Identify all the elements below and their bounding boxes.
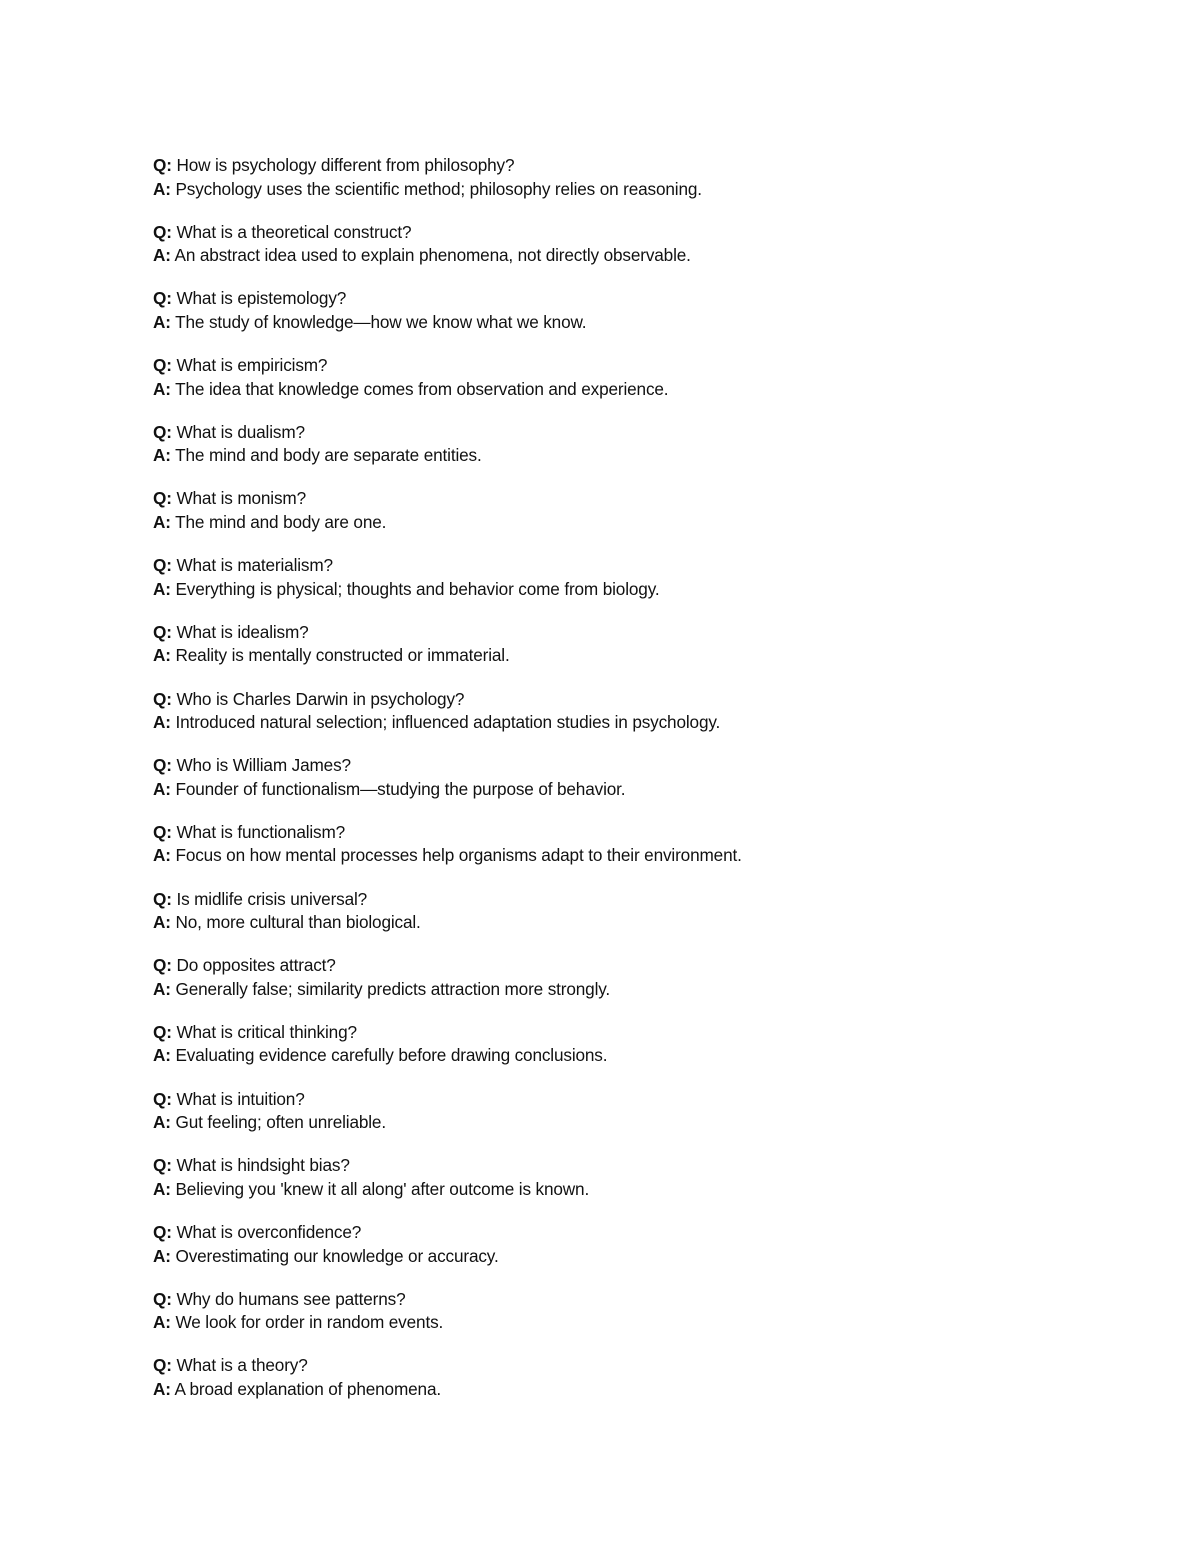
answer-label: A: — [153, 1045, 171, 1066]
question-line — [153, 1354, 1053, 1378]
qa-item — [153, 421, 1053, 488]
question-line — [153, 1221, 1053, 1245]
question-line — [153, 487, 1053, 511]
question-label: Q: — [153, 355, 172, 376]
question-text: What is materialism? — [176, 555, 333, 576]
question-label: Q: — [153, 821, 172, 842]
answer-text: Founder of functionalism—studying the purpose of behavior. — [175, 778, 626, 799]
question-line — [153, 821, 1053, 845]
question-line — [153, 954, 1053, 978]
question-text: How is psychology different from philosophy? — [176, 155, 515, 175]
answer-line — [153, 1378, 1053, 1402]
question-text: What is critical thinking? — [176, 1021, 357, 1042]
answer-line — [153, 711, 1053, 735]
qa-item — [153, 1288, 1053, 1355]
answer-text: Introduced natural selection; influenced adaptation studies in psychology. — [175, 712, 721, 732]
question-label: Q: — [153, 555, 172, 576]
answer-text: Focus on how mental processes help organisms adapt to their environment. — [175, 845, 742, 866]
question-text: What is functionalism? — [176, 821, 346, 842]
answer-label: A: — [153, 445, 171, 466]
answer-label: A: — [153, 645, 171, 666]
answer-label: A: — [153, 178, 171, 199]
question-line — [153, 688, 1053, 712]
question-label: Q: — [153, 888, 172, 909]
question-text: Who is William James? — [176, 755, 351, 776]
answer-line — [153, 1178, 1053, 1202]
answer-label: A: — [153, 1378, 171, 1399]
answer-line — [153, 978, 1053, 1002]
question-label: Q: — [153, 688, 172, 709]
question-label: Q: — [153, 488, 172, 509]
qa-item — [153, 888, 1053, 955]
question-line — [153, 621, 1053, 645]
question-line — [153, 354, 1053, 378]
question-line — [153, 888, 1053, 912]
qa-item — [153, 1021, 1053, 1088]
question-label: Q: — [153, 1021, 172, 1042]
answer-line — [153, 178, 1053, 202]
answer-label: A: — [153, 978, 171, 999]
question-text: Is midlife crisis universal? — [176, 888, 368, 909]
qa-item — [153, 1154, 1053, 1221]
answer-line — [153, 311, 1053, 335]
question-line — [153, 421, 1053, 445]
answer-line — [153, 378, 1053, 402]
answer-line — [153, 844, 1053, 868]
question-text: Why do humans see patterns? — [176, 1288, 406, 1309]
question-text: Do opposites attract? — [176, 955, 336, 976]
answer-line — [153, 1111, 1053, 1135]
question-line — [153, 754, 1053, 778]
question-text: What is a theory? — [176, 1355, 308, 1376]
question-label: Q: — [153, 155, 172, 175]
answer-label: A: — [153, 845, 171, 866]
answer-label: A: — [153, 778, 171, 799]
answer-label: A: — [153, 1178, 171, 1199]
question-label: Q: — [153, 221, 172, 242]
answer-label: A: — [153, 712, 171, 732]
answer-label: A: — [153, 245, 171, 266]
answer-line — [153, 1044, 1053, 1068]
answer-text: A broad explanation of phenomena. — [174, 1378, 441, 1399]
answer-label: A: — [153, 1312, 171, 1333]
answer-label: A: — [153, 311, 171, 332]
question-label: Q: — [153, 288, 172, 309]
question-line — [153, 287, 1053, 311]
answer-text: Generally false; similarity predicts attraction more strongly. — [175, 978, 611, 999]
answer-label: A: — [153, 1112, 171, 1133]
question-label: Q: — [153, 755, 172, 776]
qa-item — [153, 1221, 1053, 1288]
answer-line — [153, 778, 1053, 802]
answer-text: An abstract idea used to explain phenomena, not directly observable. — [174, 245, 691, 266]
answer-text: The mind and body are one. — [175, 511, 387, 532]
question-label: Q: — [153, 621, 172, 642]
question-text: What is overconfidence? — [176, 1222, 362, 1242]
question-label: Q: — [153, 421, 172, 442]
qa-item — [153, 554, 1053, 621]
answer-label: A: — [153, 578, 171, 599]
answer-text: We look for order in random events. — [175, 1312, 444, 1333]
answer-line — [153, 444, 1053, 468]
question-text: Who is Charles Darwin in psychology? — [176, 688, 465, 709]
question-line — [153, 1288, 1053, 1312]
qa-item — [153, 688, 1053, 755]
answer-text: No, more cultural than biological. — [175, 912, 421, 933]
qa-item — [153, 954, 1053, 1021]
question-text: What is intuition? — [176, 1088, 305, 1109]
question-label: Q: — [153, 1355, 172, 1376]
question-line — [153, 1154, 1053, 1178]
question-text: What is a theoretical construct? — [176, 221, 412, 242]
answer-text: Overestimating our knowledge or accuracy. — [175, 1245, 499, 1266]
answer-label: A: — [153, 511, 171, 532]
answer-line — [153, 1311, 1053, 1335]
question-text: What is idealism? — [176, 621, 309, 642]
qa-item — [153, 1088, 1053, 1155]
question-text: What is monism? — [176, 488, 306, 509]
question-label: Q: — [153, 1288, 172, 1309]
answer-line — [153, 1245, 1053, 1269]
question-label: Q: — [153, 1088, 172, 1109]
qa-item — [153, 221, 1053, 288]
question-text: What is hindsight bias? — [176, 1155, 350, 1176]
qa-item — [153, 287, 1053, 354]
question-label: Q: — [153, 1222, 172, 1242]
answer-label: A: — [153, 912, 171, 933]
answer-text: The study of knowledge—how we know what we know. — [175, 311, 587, 332]
answer-text: Gut feeling; often unreliable. — [175, 1112, 386, 1133]
question-text: What is dualism? — [176, 421, 305, 442]
question-line — [153, 221, 1053, 245]
qa-item — [153, 487, 1053, 554]
question-line — [153, 154, 1053, 178]
qa-item — [153, 621, 1053, 688]
answer-line — [153, 578, 1053, 602]
answer-text: Psychology uses the scientific method; philosophy relies on reasoning. — [175, 178, 702, 199]
qa-item — [153, 1354, 1053, 1421]
question-line — [153, 554, 1053, 578]
question-text: What is empiricism? — [176, 355, 328, 376]
qa-item — [153, 354, 1053, 421]
answer-text: Reality is mentally constructed or immaterial. — [175, 645, 510, 666]
answer-line — [153, 511, 1053, 535]
question-text: What is epistemology? — [176, 288, 347, 309]
question-line — [153, 1088, 1053, 1112]
answer-text: The idea that knowledge comes from observation and experience. — [175, 378, 669, 399]
answer-line — [153, 911, 1053, 935]
qa-item — [153, 821, 1053, 888]
document-page — [153, 154, 1053, 1421]
answer-text: Everything is physical; thoughts and behavior come from biology. — [175, 578, 660, 599]
qa-item — [153, 154, 1053, 221]
question-line — [153, 1021, 1053, 1045]
answer-text: Believing you 'knew it all along' after outcome is known. — [175, 1178, 590, 1199]
answer-label: A: — [153, 378, 171, 399]
qa-item — [153, 754, 1053, 821]
answer-text: Evaluating evidence carefully before drawing conclusions. — [175, 1045, 608, 1066]
answer-text: The mind and body are separate entities. — [175, 445, 482, 466]
answer-label: A: — [153, 1245, 171, 1266]
question-label: Q: — [153, 955, 172, 976]
answer-line — [153, 644, 1053, 668]
question-label: Q: — [153, 1155, 172, 1176]
answer-line — [153, 244, 1053, 268]
